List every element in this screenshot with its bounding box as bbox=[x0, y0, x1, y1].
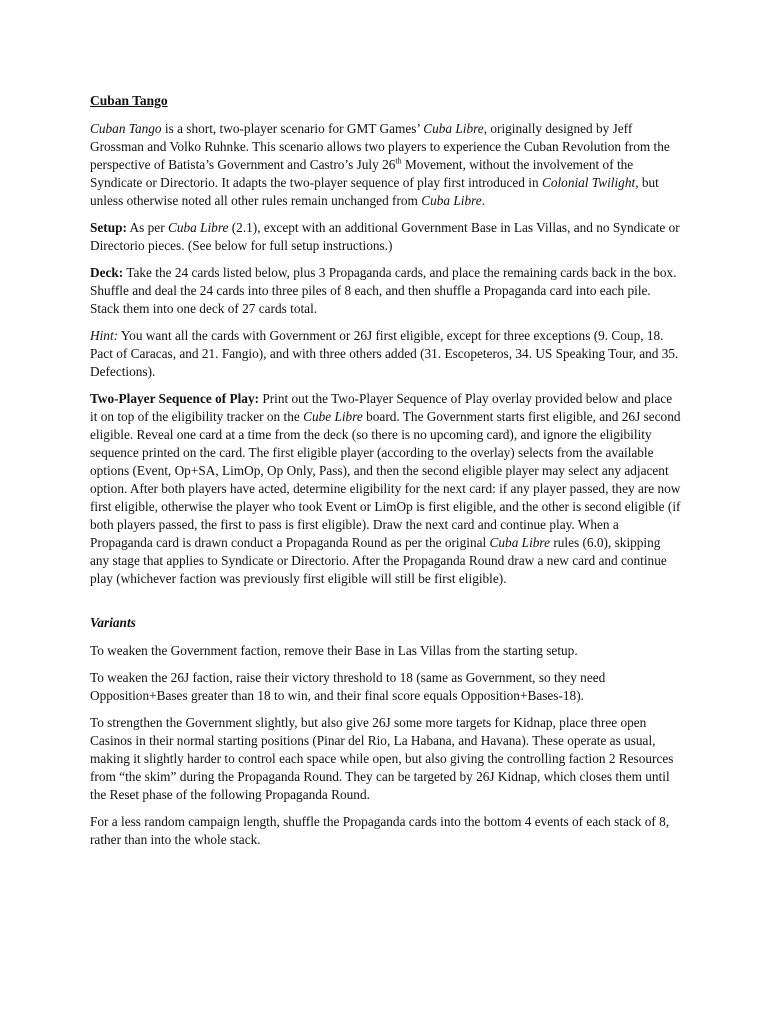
setup-label: Setup: bbox=[90, 220, 127, 235]
setup-text-1: As per bbox=[126, 220, 168, 235]
sequence-paragraph bbox=[90, 390, 682, 588]
sequence-text-2: Cube Libre bbox=[303, 409, 363, 424]
intro-text-10: . bbox=[481, 193, 486, 208]
setup-text-2: Cuba Libre bbox=[167, 220, 229, 235]
hint-paragraph bbox=[90, 327, 682, 381]
setup-paragraph bbox=[90, 219, 682, 255]
variant-paragraph: For a less random campaign length, shuffle the Propaganda cards into the bottom 4 events of each stack of 8, rather than into the whole stack. bbox=[90, 814, 670, 847]
intro-superscript: th bbox=[395, 156, 402, 166]
variant-paragraph: To weaken the Government faction, remove their Base in Las Villas from the starting setup. bbox=[90, 643, 578, 658]
variants-heading: Variants bbox=[90, 615, 136, 630]
variant-paragraph: To weaken the 26J faction, raise their victory threshold to 18 (same as Government, so they need Opposition+Bases greater than 18 to win, and their final score equals Opposition+Bases-18). bbox=[90, 670, 606, 703]
sequence-text-1: Print out the Two-Player Sequence of Play overlay provided below and place it on top of the eligibility tracker on the bbox=[90, 391, 673, 424]
hint-label: Hint: bbox=[90, 328, 119, 343]
sequence-text-5: rules (6.0), skipping any stage that applies to Syndicate or Directorio. After the Propaganda Round draw a new card and continue play (whichever faction was previously first eligible will still be first eligible). bbox=[90, 535, 667, 586]
deck-text: Take the 24 cards listed below, plus 3 Propaganda cards, and place the remaining cards back in the box. Shuffle and deal the 24 cards into three piles of 8 each, and then shuffle a Propaganda card into each pile. Stack them into one deck of 27 cards total. bbox=[90, 265, 677, 316]
intro-text-9: Cuba Libre bbox=[421, 193, 482, 208]
intro-text-4: , originally designed by Jeff Grossman and Volko Ruhnke. This scenario allows two players to experience the Cuban Revolution from the perspective of Batista’s Government and Castro’s July 26 bbox=[90, 121, 670, 172]
intro-text-1: Cuban Tango bbox=[90, 121, 162, 136]
intro-text-8: , but unless otherwise noted all other rules remain unchanged from bbox=[90, 175, 659, 208]
variant-paragraph: To strengthen the Government slightly, but also give 26J some more targets for Kidnap, place three open Casinos in their normal starting positions (Pinar del Rio, La Habana, and Havana). These operate as usual, making it slightly harder to control each space while open, but also giving the controlling faction 2 Resources from “the skim” during the Propaganda Round. They can be targeted by 26J Kidnap, which closes them until the Reset phase of the following Propaganda Round. bbox=[90, 715, 674, 802]
intro-text-3: Cuba Libre bbox=[423, 121, 484, 136]
setup-text-3: (2.1), except with an additional Government Base in Las Villas, and no Syndicate or Directorio pieces. (See below for full setup instructions.) bbox=[90, 220, 680, 253]
document-title: Cuban Tango bbox=[90, 93, 168, 108]
intro-text-2: is a short, two-player scenario for GMT Games’ bbox=[161, 121, 424, 136]
sequence-text-3: board. The Government starts first eligible, and 26J second eligible. Reveal one card at a time from the deck (so there is no upcoming card), and ignore the eligibility sequence printed on the card. The first eligible player (according to the overlay) selects from the available options (Event, Op+SA, LimOp, Op Only, Pass), and then the second eligible player may select any adjacent option. After both players have acted, determine eligibility for the next card: if any player passed, they are now first eligible, otherwise the player who took Event or LimOp is first eligible, and the other is second eligible (if both players passed, the first to pass is first eligible). Draw the next card and continue play. When a Propaganda card is drawn conduct a Propaganda Round as per the original bbox=[90, 409, 681, 550]
intro-text-7: Colonial Twilight bbox=[541, 175, 636, 190]
document-body bbox=[90, 92, 682, 858]
deck-paragraph bbox=[90, 264, 682, 318]
deck-label: Deck: bbox=[90, 265, 124, 280]
sequence-text-4: Cuba Libre bbox=[489, 535, 550, 550]
sequence-label: Two-Player Sequence of Play: bbox=[90, 391, 260, 406]
intro-text-6: Movement, without the involvement of the Syndicate or Directorio. It adapts the two-player sequence of play first introduced in bbox=[90, 157, 634, 190]
intro-paragraph bbox=[90, 120, 682, 210]
hint-text: You want all the cards with Government or 26J first eligible, except for three exceptions (9. Coup, 18. Pact of Caracas, and 21. Fangio), and with three others added (31. Escopeteros, 34. US Speaking Tour, and 35. Defections). bbox=[90, 328, 679, 379]
